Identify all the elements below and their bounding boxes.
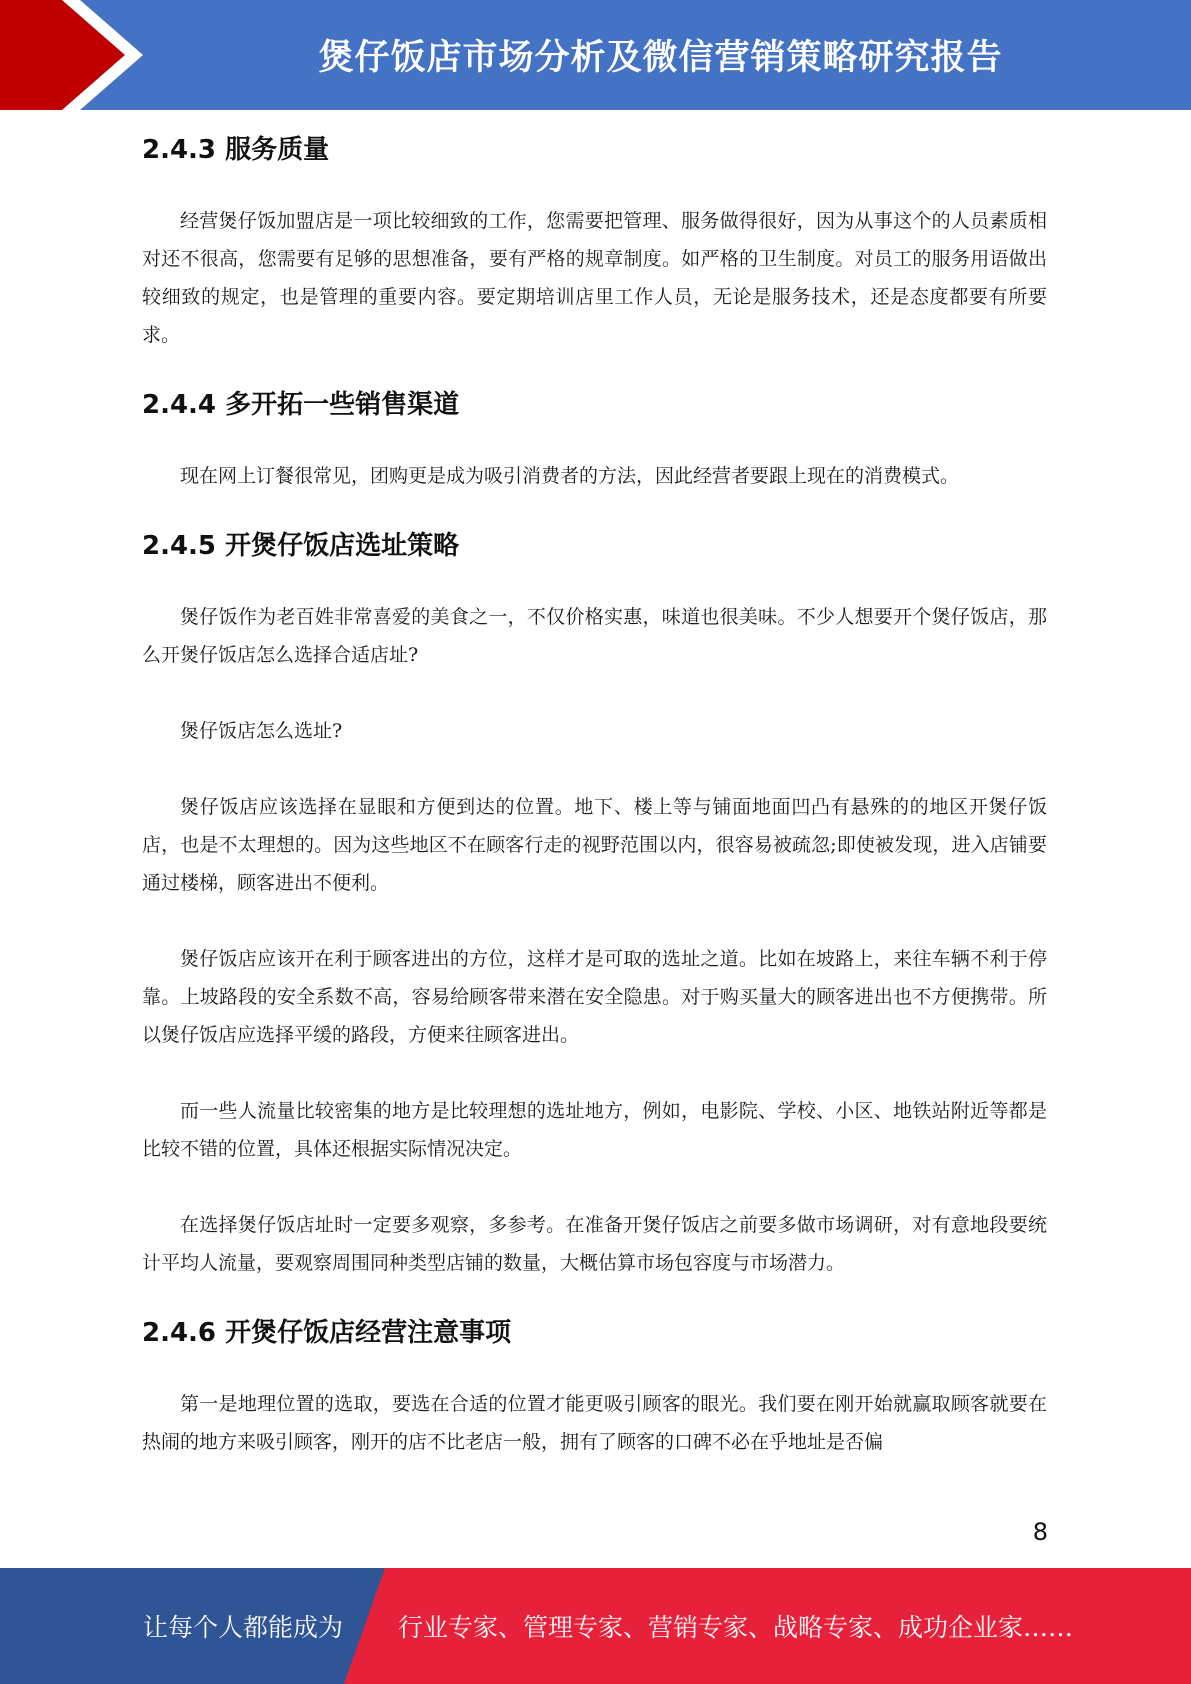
- section-heading-2-4-3: 2.4.3 服务质量: [142, 135, 330, 165]
- header-title: 煲仔饭店市场分析及微信营销策略研究报告: [318, 38, 1003, 78]
- paragraph: 煲仔饭店怎么选址?: [180, 720, 343, 742]
- paragraph: 在选择煲仔饭店址时一定要多观察，多参考。在准备开煲仔饭店之前要多做市场调研，对有意地段要统计平均人流量，要观察周围同种类型店铺的数量，大概估算市场包容度与市场潜力。: [142, 1214, 1047, 1274]
- section-heading-2-4-5: 2.4.5 开煲仔饭店选址策略: [142, 531, 460, 561]
- footer-slogan-right: 行业专家、管理专家、营销专家、战略专家、成功企业家……: [398, 1613, 1074, 1642]
- paragraph: 经营煲仔饭加盟店是一项比较细致的工作，您需要把管理、服务做得很好，因为从事这个的人员素质相对还不很高，您需要有足够的思想准备，要有严格的规章制度。如严格的卫生制度。对员工的服务用语做出较细致的规定，也是管理的重要内容。要定期培训店里工作人员，无论是服务技术，还是态度都要有所要求。: [142, 210, 1047, 346]
- paragraph: 而一些人流量比较密集的地方是比较理想的选址地方，例如，电影院、学校、小区、地铁站附近等都是比较不错的位置，具体还根据实际情况决定。: [142, 1100, 1047, 1160]
- section-heading-2-4-4: 2.4.4 多开拓一些销售渠道: [142, 390, 460, 420]
- paragraph: 煲仔饭店应该开在利于顾客进出的方位，这样才是可取的选址之道。比如在坡路上，来往车辆不利于停靠。上坡路段的安全系数不高，容易给顾客带来潜在安全隐患。对于购买量大的顾客进出也不方便携带。所以煲仔饭店应选择平缓的路段，方便来往顾客进出。: [142, 948, 1047, 1046]
- footer-slogan-left: 让每个人都能成为: [143, 1613, 344, 1642]
- paragraph: 煲仔饭作为老百姓非常喜爱的美食之一，不仅价格实惠，味道也很美味。不少人想要开个煲仔饭店，那么开煲仔饭店怎么选择合适店址?: [142, 606, 1047, 666]
- paragraph: 煲仔饭店应该选择在显眼和方便到达的位置。地下、楼上等与铺面地面凹凸有悬殊的的地区开煲仔饭店，也是不太理想的。因为这些地区不在顾客行走的视野范围以内，很容易被疏忽;即使被发现，进入店铺要通过楼梯，顾客进出不便利。: [142, 796, 1047, 894]
- section-heading-2-4-6: 2.4.6 开煲仔饭店经营注意事项: [142, 1318, 512, 1348]
- paragraph: 第一是地理位置的选取，要选在合适的位置才能更吸引顾客的眼光。我们要在刚开始就赢取顾客就要在热闹的地方来吸引顾客，刚开的店不比老店一般，拥有了顾客的口碑不必在乎地址是否偏: [142, 1393, 1047, 1453]
- paragraph: 现在网上订餐很常见，团购更是成为吸引消费者的方法，因此经营者要跟上现在的消费模式。: [180, 465, 960, 487]
- page-number: 8: [1032, 1518, 1048, 1546]
- document-body: [142, 128, 1047, 1461]
